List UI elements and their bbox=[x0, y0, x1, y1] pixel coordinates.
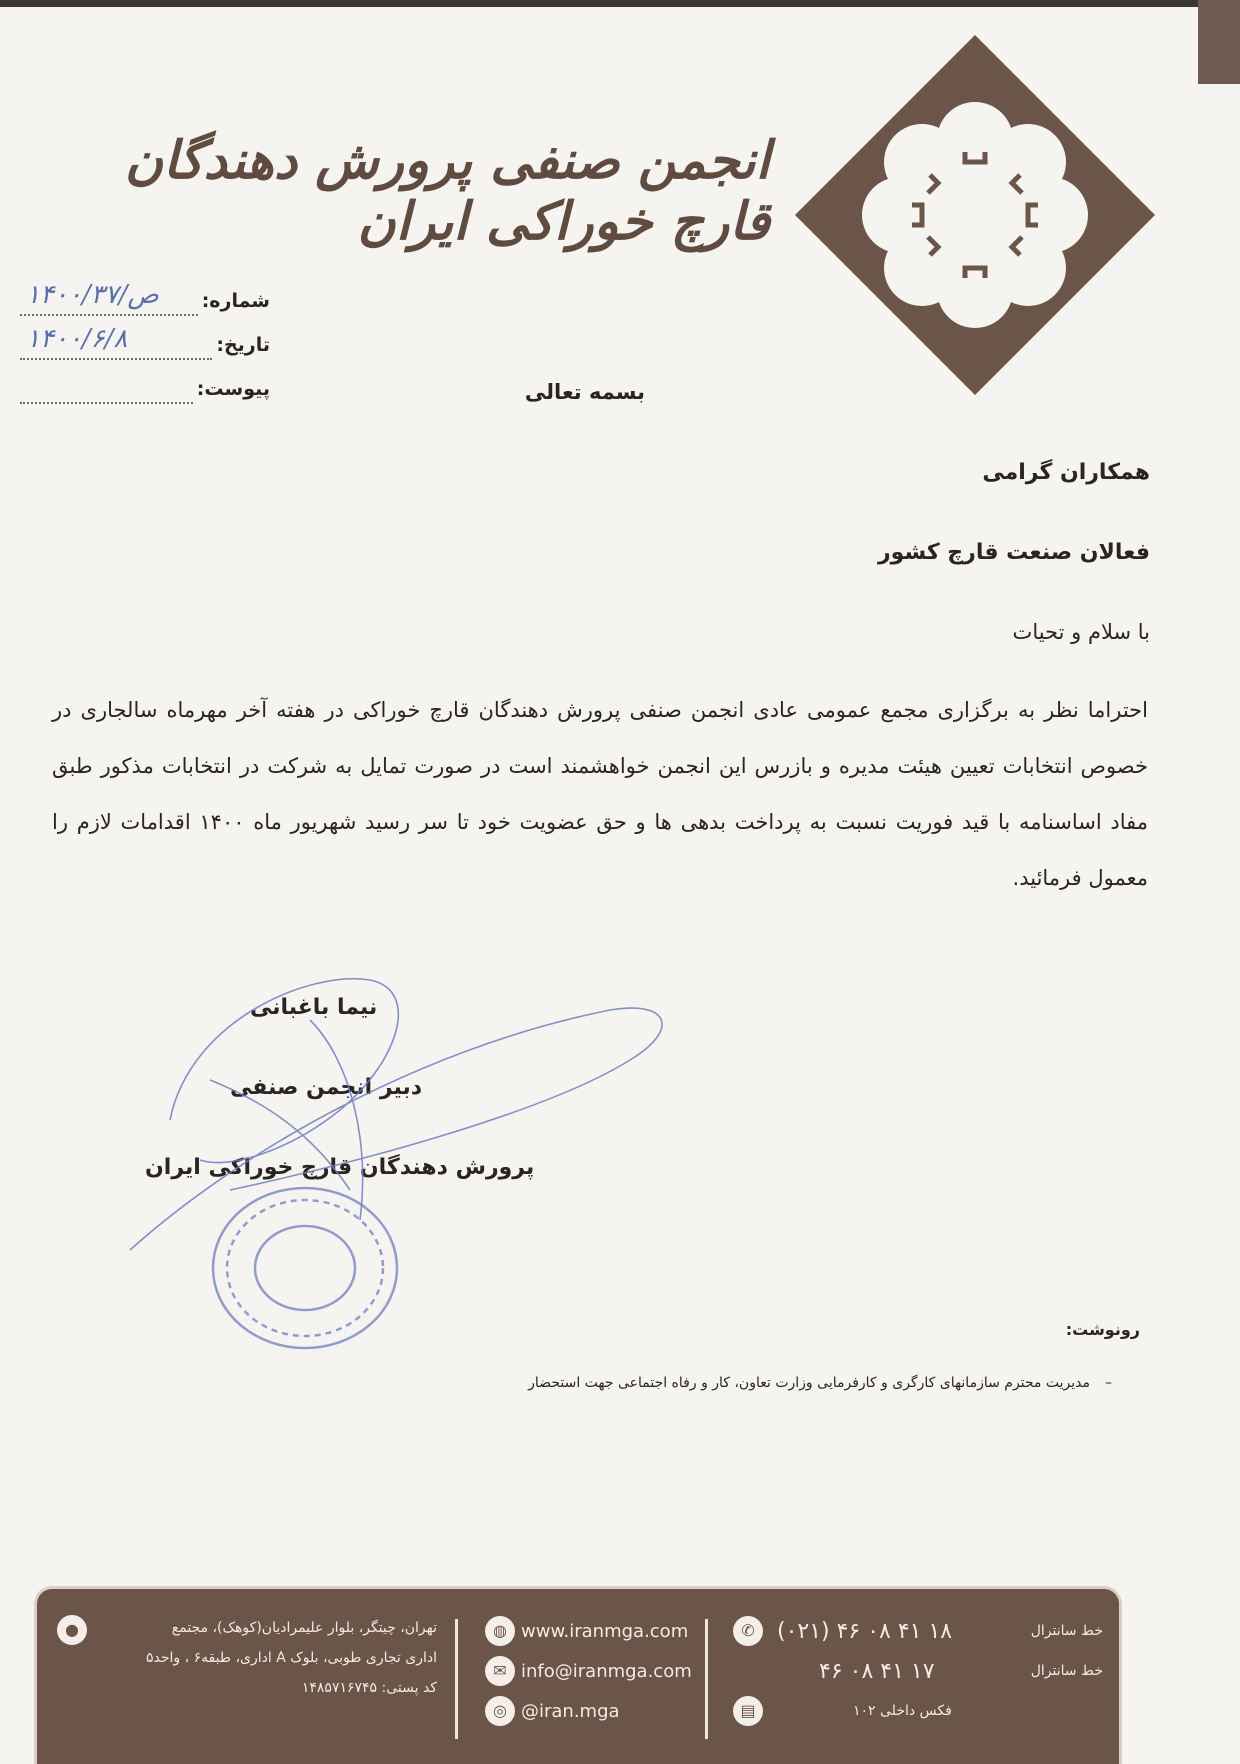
address-block bbox=[97, 1613, 437, 1703]
number-label: شماره: bbox=[201, 290, 270, 312]
phone-icon: ✆ bbox=[733, 1616, 763, 1646]
cc-bullet: – bbox=[1105, 1375, 1112, 1391]
recipient-line-1: همکاران گرامی bbox=[982, 460, 1150, 485]
phone-number-1: (۰۲۱) ۴۶ ۰۸ ۴۱ ۱۸ bbox=[777, 1618, 953, 1644]
phone-row-2 bbox=[733, 1651, 1103, 1691]
footer-phone-column bbox=[733, 1611, 1103, 1731]
organization-title: انجمن صنفی پرورش دهندگان قارچ خوراکی ایران bbox=[124, 130, 770, 252]
association-logo bbox=[790, 30, 1160, 400]
letter-body: احتراما نظر به برگزاری مجمع عمومی عادی انجمن صنفی پرورش دهندگان قارچ خوراکی در هفته آخر مهرماه سالجاری در خصوص انتخابات تعیین هیئت مدیره و بازرس این انجمن خواهشمند است در صورت تمایل به شرکت در انتخابات مذکور طبق مفاد اساسنامه با قید فوریت نسبت به پرداخت بدهی ها و حق عضویت خود تا سر رسید شهریور ماه ۱۴۰۰ اقدامات لازم را معمول فرمائید. bbox=[52, 698, 1148, 890]
letter-meta bbox=[20, 272, 270, 404]
basmala: بسمه تعالی bbox=[524, 380, 646, 404]
association-stamp bbox=[205, 1180, 405, 1355]
salutation: با سلام و تحیات bbox=[1012, 620, 1150, 644]
email-row bbox=[485, 1651, 692, 1691]
instagram-icon: ◎ bbox=[485, 1696, 515, 1726]
footer-divider bbox=[455, 1619, 458, 1739]
recipient-line-2: فعالان صنعت قارچ کشور bbox=[878, 540, 1150, 565]
mail-icon: ✉ bbox=[485, 1656, 515, 1686]
number-value: ۱۴۰۰/ص/۳۷ bbox=[26, 280, 159, 310]
attachment-field bbox=[20, 360, 270, 404]
address-line-1: تهران، چیتگر، بلوار علیمرادیان(کوهک)، مجتمع bbox=[171, 1620, 437, 1636]
fax-extension: فکس داخلی ۱۰۲ bbox=[853, 1703, 952, 1719]
email-link[interactable]: info@iranmga.com bbox=[521, 1660, 692, 1682]
footer-divider bbox=[705, 1619, 708, 1739]
signatory-name: نیما باغبانی bbox=[250, 995, 378, 1020]
phone-label-2: خط سانترال bbox=[1030, 1663, 1103, 1679]
phone-label-1: خط سانترال bbox=[1030, 1623, 1103, 1639]
date-value: ۱۴۰۰/۶/۸ bbox=[26, 324, 128, 354]
date-label: تاریخ: bbox=[216, 334, 270, 356]
fax-row bbox=[733, 1691, 1103, 1731]
location-pin-icon: ● bbox=[57, 1615, 87, 1645]
signatory-title: دبیر انجمن صنفی bbox=[230, 1075, 423, 1100]
attachment-label: پیوست: bbox=[196, 378, 270, 400]
website-link[interactable]: www.iranmga.com bbox=[521, 1620, 689, 1642]
postal-code: کد پستی: ۱۴۸۵۷۱۶۷۴۵ bbox=[301, 1680, 437, 1696]
fax-icon: ▤ bbox=[733, 1696, 763, 1726]
top-edge bbox=[0, 0, 1240, 7]
number-field bbox=[20, 272, 270, 316]
globe-icon: ◍ bbox=[485, 1616, 515, 1646]
instagram-handle[interactable]: @iran.mga bbox=[521, 1700, 620, 1722]
date-field bbox=[20, 316, 270, 360]
footer-web-column bbox=[485, 1611, 692, 1731]
signatory-organization: پرورش دهندگان قارچ خوراکی ایران bbox=[145, 1155, 535, 1180]
phone-row-1 bbox=[733, 1611, 1103, 1651]
phone-number-2: ۴۶ ۰۸ ۴۱ ۱۷ bbox=[819, 1658, 935, 1684]
cc-label: رونوشت: bbox=[1065, 1320, 1140, 1339]
corner-strip bbox=[1198, 0, 1240, 84]
cc-recipient: مدیریت محترم سازمانهای کارگری و کارفرمایی وزارت تعاون، کار و رفاه اجتماعی جهت استحضار bbox=[528, 1375, 1090, 1391]
letterhead-footer bbox=[34, 1586, 1122, 1764]
website-row bbox=[485, 1611, 692, 1651]
instagram-row bbox=[485, 1691, 692, 1731]
address-line-2: اداری تجاری طوبی، بلوک A اداری، طبقه۶ ، واحد۵ bbox=[145, 1650, 437, 1666]
